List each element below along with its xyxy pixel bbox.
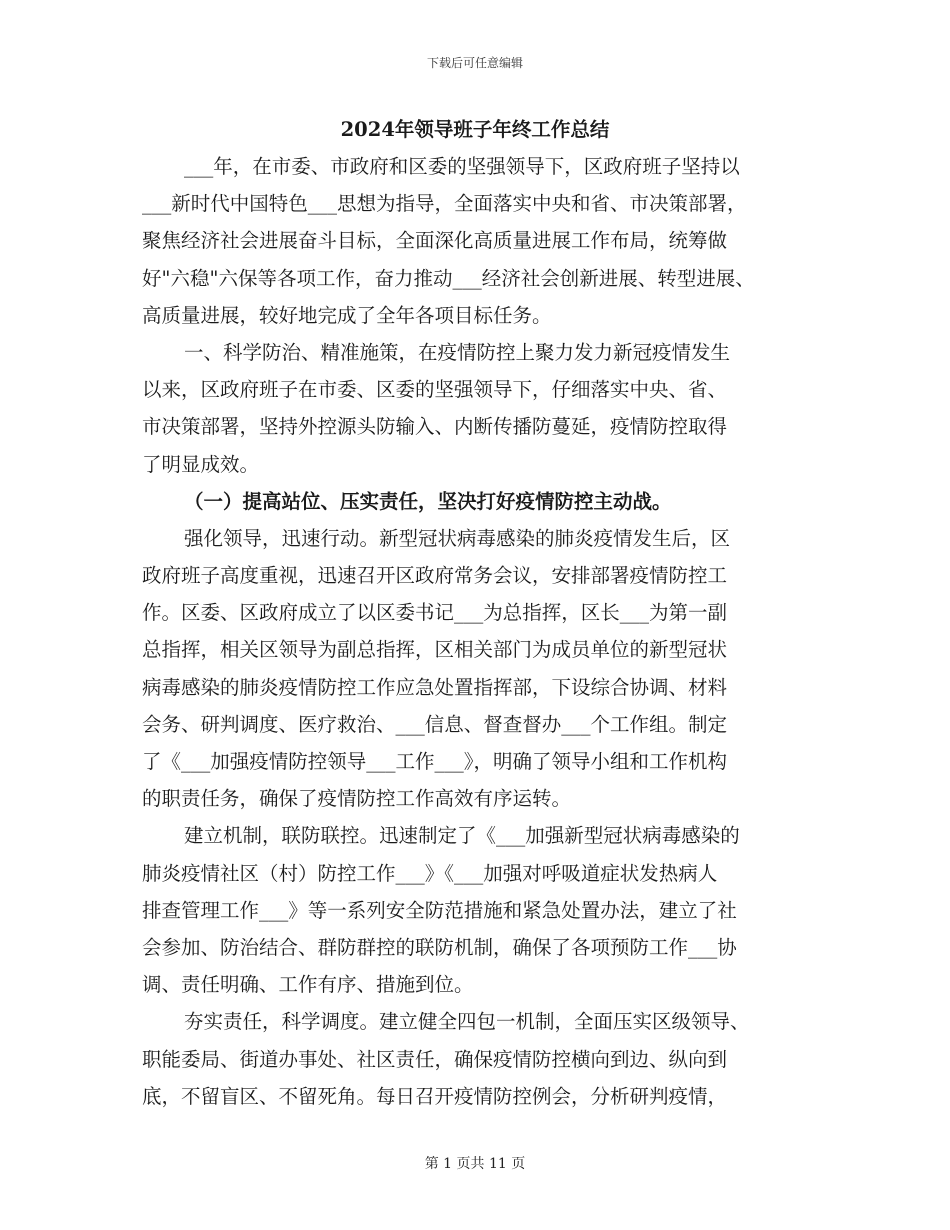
- body-text-line: ___新时代中国特色___思想为指导，全面落实中央和省、市决策部署，: [142, 192, 747, 216]
- body-text-line: 底，不留盲区、不留死角。每日召开疫情防控例会，分析研判疫情，: [142, 1084, 728, 1108]
- body-text-line: 会务、研判调度、医疗救治、___信息、督查督办___个工作组。制定: [142, 712, 728, 736]
- body-text-line: 调、责任明确、工作有序、措施到位。: [142, 973, 474, 997]
- body-text-line: ___年，在市委、市政府和区委的坚强领导下，区政府班子坚持以: [184, 155, 740, 178]
- body-text-line: 肺炎疫情社区（村）防控工作___》《___加强对呼吸道症状发热病人: [142, 861, 718, 885]
- body-text-line: 夯实责任，科学调度。建立健全四包一机制，全面压实区级领导、: [184, 1010, 750, 1034]
- body-text-line: 高质量进展，较好地完成了全年各项目标任务。: [142, 303, 552, 327]
- body-text-line: 会参加、防治结合、群防群控的联防机制，确保了各项预防工作___协: [142, 935, 737, 959]
- body-text-line: 排查管理工作___》等一系列安全防范措施和紧急处置办法，建立了社: [142, 898, 737, 922]
- header-note: 下载后可任意编辑: [426, 56, 523, 70]
- body-text-line: 政府班子高度重视，迅速召开区政府常务会议，安排部署疫情防控工: [142, 564, 728, 588]
- body-text-line: 市决策部署，坚持外控源头防输入、内断传播防蔓延，疫情防控取得: [142, 415, 728, 439]
- body-text-line: 好"六稳"六保等各项工作，奋力推动___经济社会创新进展、转型进展、: [142, 266, 755, 290]
- document-title: 2024年领导班子年终工作总结: [340, 118, 610, 141]
- body-text-line: 职能委局、街道办事处、社区责任，确保疫情防控横向到边、纵向到: [142, 1047, 728, 1071]
- body-text-line: 强化领导，迅速行动。新型冠状病毒感染的肺炎疫情发生后，区: [184, 526, 731, 550]
- body-text-line: 一、科学防治、精准施策，在疫情防控上聚力发力新冠疫情发生: [184, 340, 731, 364]
- document-body: [142, 148, 832, 1115]
- body-text-line: 的职责任务，确保了疫情防控工作高效有序运转。: [142, 787, 572, 811]
- body-text-line: 以来，区政府班子在市委、区委的坚强领导下，仔细落实中央、省、: [142, 378, 728, 402]
- body-text-line: 聚焦经济社会进展奋斗目标，全面深化高质量进展工作布局，统筹做: [142, 229, 728, 253]
- body-text-line: 建立机制，联防联控。迅速制定了《___加强新型冠状病毒感染的: [184, 824, 740, 848]
- section-heading-line: （一）提高站位、压实责任，坚决打好疫情防控主动战。: [184, 489, 672, 513]
- page-footer: 第 1 页共 11 页: [424, 1156, 526, 1172]
- body-text-line: 了《___加强疫情防控领导___工作___》，明确了领导小组和工作机构: [142, 750, 728, 773]
- body-text-line: 病毒感染的肺炎疫情防控工作应急处置指挥部，下设综合协调、材料: [142, 675, 728, 699]
- body-text-line: 作。区委、区政府成立了以区委书记___为总指挥，区长___为第一副: [142, 601, 728, 625]
- body-text-line: 总指挥，相关区领导为副总指挥，区相关部门为成员单位的新型冠状: [142, 638, 728, 662]
- body-text-line: 了明显成效。: [142, 452, 260, 476]
